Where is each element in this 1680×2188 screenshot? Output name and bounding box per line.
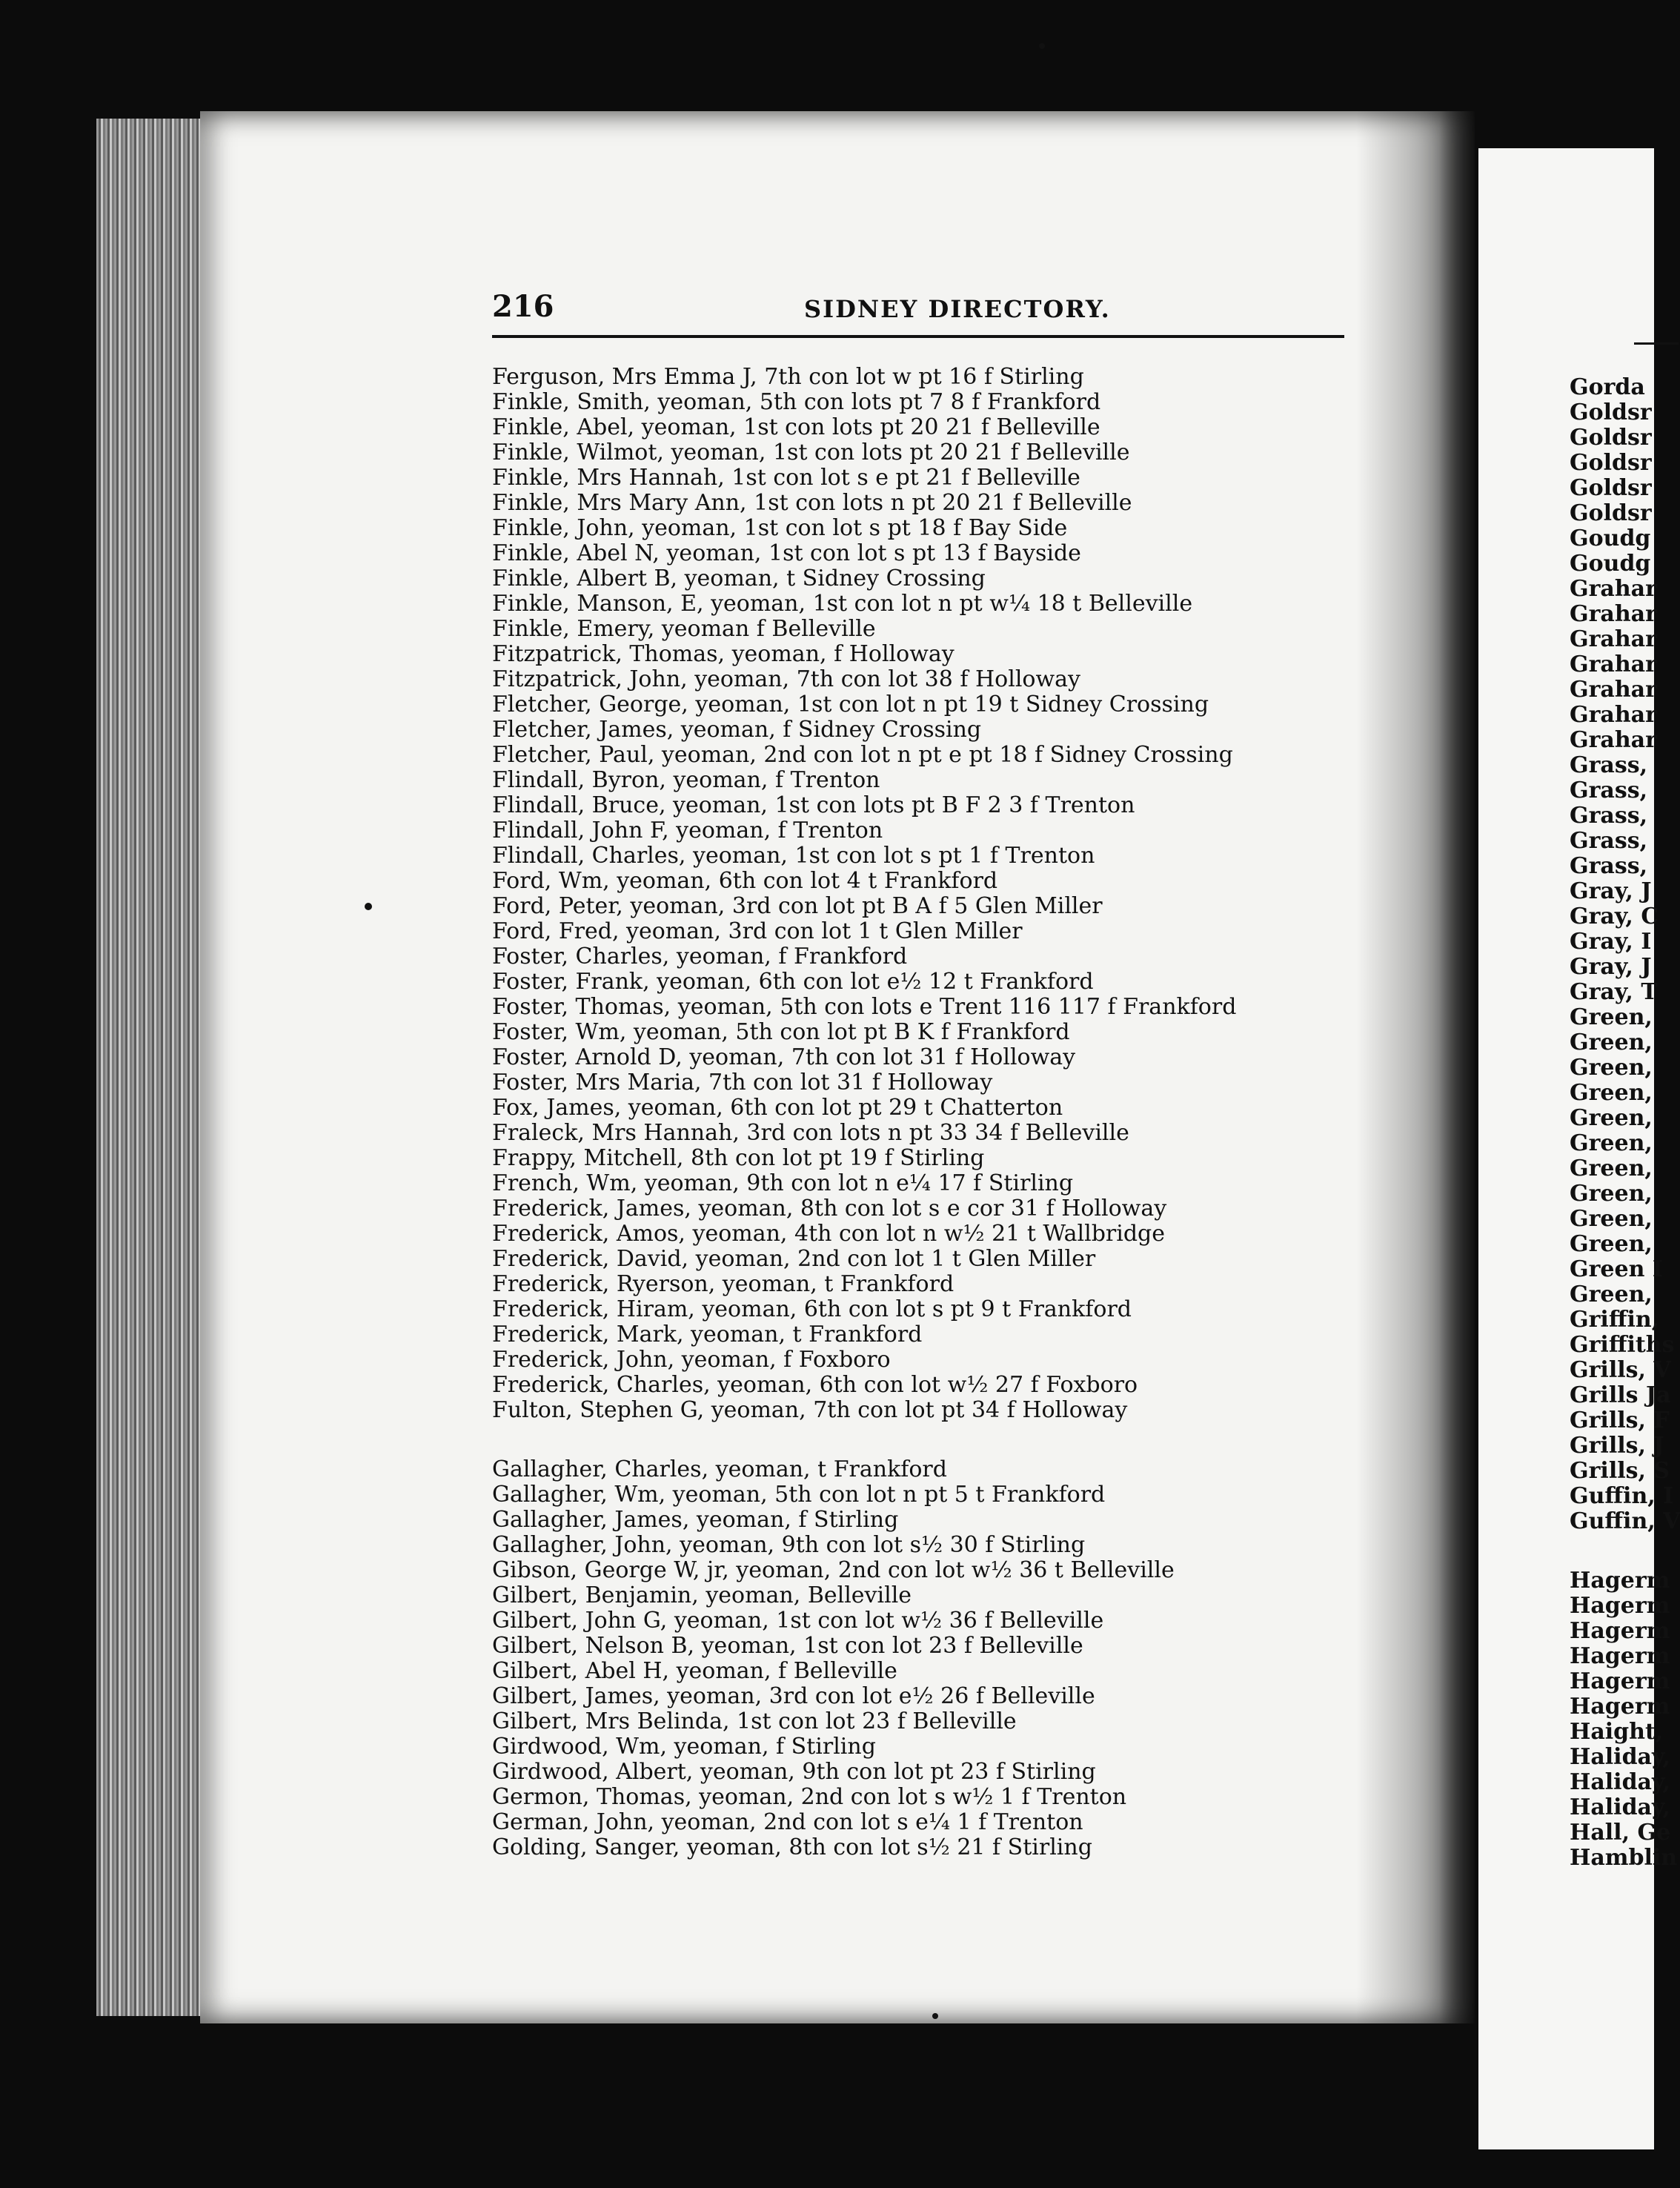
facing-page-entry: Green, (1570, 1030, 1653, 1055)
directory-entry: Finkle, Wilmot, yeoman, 1st con lots pt 20 21 f Belleville (492, 440, 1130, 465)
directory-entry: Foster, Charles, yeoman, f Frankford (492, 944, 908, 969)
facing-page-entry: Green, (1570, 1206, 1653, 1232)
directory-entry: Flindall, Byron, yeoman, f Trenton (492, 767, 880, 793)
directory-entry: Girdwood, Albert, yeoman, 9th con lot pt 23 f Stirling (492, 1759, 1096, 1785)
directory-entry: German, John, yeoman, 2nd con lot s e¼ 1 f Trenton (492, 1809, 1083, 1835)
directory-entry: Frederick, David, yeoman, 2nd con lot 1 t Glen Miller (492, 1246, 1096, 1272)
facing-page-entry: Guffin, I (1570, 1483, 1674, 1509)
facing-page-entry: Grahar (1570, 702, 1657, 728)
facing-page-entry: Green, (1570, 1080, 1653, 1106)
book-page-edges (96, 119, 215, 2016)
facing-page-entry: Hagerm (1570, 1618, 1670, 1644)
directory-entry: Finkle, Mrs Hannah, 1st con lot s e pt 21 f Belleville (492, 465, 1080, 491)
ink-speck (365, 903, 372, 910)
directory-entry: Finkle, Emery, yeoman f Belleville (492, 616, 876, 642)
directory-entry: Gilbert, John G, yeoman, 1st con lot w½ 36 f Belleville (492, 1608, 1104, 1634)
directory-entry: Finkle, Abel N, yeoman, 1st con lot s pt 13 f Bayside (492, 540, 1081, 566)
facing-page-entry: Hagerm (1570, 1694, 1670, 1720)
directory-entry: Flindall, Charles, yeoman, 1st con lot s pt 1 f Trenton (492, 843, 1095, 869)
directory-entry: Foster, Thomas, yeoman, 5th con lots e Trent 116 117 f Frankford (492, 994, 1237, 1020)
directory-entry: Gallagher, Wm, yeoman, 5th con lot n pt 5 t Frankford (492, 1482, 1106, 1508)
facing-page-entry: Green I (1570, 1256, 1663, 1282)
directory-entry: Finkle, Albert B, yeoman, t Sidney Crossing (492, 566, 986, 591)
directory-entry: Gilbert, James, yeoman, 3rd con lot e½ 26 f Belleville (492, 1683, 1095, 1709)
entries-g-section (492, 1457, 1396, 1860)
directory-entry: Finkle, John, yeoman, 1st con lot s pt 18 f Bay Side (492, 515, 1068, 541)
facing-page-entry: Guffin, V (1570, 1508, 1680, 1534)
facing-page-entry: Gray, J (1570, 954, 1652, 980)
directory-entry: Fletcher, James, yeoman, f Sidney Crossing (492, 717, 982, 743)
facing-page-entry: Green, (1570, 1105, 1653, 1131)
directory-entry: Foster, Frank, yeoman, 6th con lot e½ 12 t Frankford (492, 969, 1094, 995)
facing-page-entry: Grills, S (1570, 1458, 1670, 1484)
facing-page-entry: Grass, (1570, 778, 1648, 803)
directory-entry: Gilbert, Abel H, yeoman, f Belleville (492, 1658, 897, 1684)
facing-page-entry: Haight, (1570, 1719, 1664, 1745)
facing-page-entry: Green, (1570, 1130, 1653, 1156)
directory-entry: Flindall, Bruce, yeoman, 1st con lots pt B F 2 3 f Trenton (492, 792, 1135, 818)
facing-page-entry: Goldsr (1570, 475, 1652, 501)
facing-entries-g-section (1570, 375, 1680, 1534)
directory-entry: Fulton, Stephen G, yeoman, 7th con lot pt 34 f Holloway (492, 1397, 1128, 1423)
facing-page-entry: Grahar (1570, 652, 1657, 677)
facing-page-entry: Hagerm (1570, 1643, 1670, 1669)
directory-entry: Girdwood, Wm, yeoman, f Stirling (492, 1734, 876, 1760)
facing-page-entry: Grass, (1570, 803, 1648, 829)
directory-entry: Foster, Arnold D, yeoman, 7th con lot 31 f Holloway (492, 1044, 1076, 1070)
facing-page-entry: Hagerm (1570, 1568, 1670, 1594)
directory-entry: Ford, Fred, yeoman, 3rd con lot 1 t Glen Miller (492, 918, 1023, 944)
header-rule (492, 335, 1344, 338)
facing-page-entry: Hagerm (1570, 1668, 1670, 1694)
facing-page-entry: Goldsr (1570, 450, 1652, 476)
facing-page-entry: Gorda (1570, 374, 1645, 400)
directory-entry: Frederick, James, yeoman, 8th con lot s e cor 31 f Holloway (492, 1196, 1167, 1221)
facing-page-entry: Gray, T (1570, 979, 1658, 1005)
directory-entry: Frappy, Mitchell, 8th con lot pt 19 f Stirling (492, 1145, 985, 1171)
entries-f-section (492, 365, 1396, 1423)
facing-page-entry: Goldsr (1570, 500, 1652, 526)
section-gap (1570, 1534, 1680, 1568)
directory-entry: Fraleck, Mrs Hannah, 3rd con lots n pt 33 34 f Belleville (492, 1120, 1129, 1146)
directory-entry: Foster, Wm, yeoman, 5th con lot pt B K f Frankford (492, 1019, 1070, 1045)
facing-page-entry: Grahar (1570, 677, 1657, 703)
directory-entry: Gallagher, James, yeoman, f Stirling (492, 1507, 899, 1533)
facing-page-entry: Green, (1570, 1181, 1653, 1207)
directory-entry: Gilbert, Mrs Belinda, 1st con lot 23 f Belleville (492, 1708, 1017, 1734)
directory-entry: Gibson, George W, jr, yeoman, 2nd con lot w½ 36 t Belleville (492, 1557, 1175, 1583)
facing-page-entry: Gray, J (1570, 878, 1652, 904)
directory-entry: Finkle, Manson, E, yeoman, 1st con lot n pt w¼ 18 t Belleville (492, 591, 1193, 617)
facing-page-entry: Green, (1570, 1282, 1653, 1307)
directory-entry: Frederick, John, yeoman, f Foxboro (492, 1347, 891, 1373)
facing-page-entry: Haliday, (1570, 1794, 1670, 1820)
facing-page-header-rule (1634, 342, 1679, 345)
directory-entry: Finkle, Smith, yeoman, 5th con lots pt 7 8 f Frankford (492, 389, 1101, 415)
facing-page-entry: Goldsr (1570, 425, 1652, 451)
facing-page-entry: Grass, (1570, 853, 1648, 879)
directory-entry: Ford, Wm, yeoman, 6th con lot 4 t Frankford (492, 868, 998, 894)
directory-entry: Gilbert, Benjamin, yeoman, Belleville (492, 1582, 912, 1608)
directory-entry: Golding, Sanger, yeoman, 8th con lot s½ 21 f Stirling (492, 1834, 1092, 1860)
directory-entry: Gallagher, Charles, yeoman, t Frankford (492, 1456, 947, 1482)
facing-page-entry: Grass, (1570, 828, 1648, 854)
facing-page-entry: Griffin, (1570, 1307, 1660, 1333)
directory-entry: Ford, Peter, yeoman, 3rd con lot pt B A f 5 Glen Miller (492, 893, 1103, 919)
directory-entry: Germon, Thomas, yeoman, 2nd con lot s w½ 1 f Trenton (492, 1784, 1127, 1810)
facing-page-entry: Grills Ja (1570, 1382, 1671, 1408)
directory-entry: Fletcher, Paul, yeoman, 2nd con lot n pt e pt 18 f Sidney Crossing (492, 742, 1233, 768)
directory-entry: Flindall, John F, yeoman, f Trenton (492, 818, 883, 843)
directory-entries (492, 365, 1396, 1860)
facing-page-entry: Grahar (1570, 727, 1657, 753)
facing-page-entry: Green, (1570, 1156, 1653, 1181)
facing-page-entry: Grills, V (1570, 1357, 1671, 1383)
directory-entry: Fletcher, George, yeoman, 1st con lot n pt 19 t Sidney Crossing (492, 692, 1209, 717)
facing-page-entry: Green, (1570, 1231, 1653, 1257)
facing-page-entry: Grahar (1570, 626, 1657, 652)
facing-page-entry: Grills, F (1570, 1408, 1670, 1433)
facing-page-entry: Grahar (1570, 601, 1657, 627)
facing-page-entry: Goudg (1570, 551, 1651, 577)
facing-page-entry: Goudg (1570, 526, 1651, 551)
directory-entry: Frederick, Mark, yeoman, t Frankford (492, 1322, 923, 1347)
directory-entry: Finkle, Mrs Mary Ann, 1st con lots n pt 20 21 f Belleville (492, 490, 1132, 516)
directory-entry: Ferguson, Mrs Emma J, 7th con lot w pt 16 f Stirling (492, 364, 1084, 390)
facing-page-entry: Gray, I (1570, 929, 1652, 955)
page-number: 216 (492, 289, 554, 324)
section-gap (492, 1423, 1396, 1457)
directory-entry: Gilbert, Nelson B, yeoman, 1st con lot 23 f Belleville (492, 1633, 1083, 1659)
directory-entry: Gallagher, John, yeoman, 9th con lot s½ 30 f Stirling (492, 1532, 1086, 1558)
directory-entry: French, Wm, yeoman, 9th con lot n e¼ 17 f Stirling (492, 1170, 1074, 1196)
facing-page-entry: Goldsr (1570, 400, 1652, 425)
directory-entry: Finkle, Abel, yeoman, 1st con lots pt 20 21 f Belleville (492, 414, 1100, 440)
facing-page-entries (1570, 375, 1680, 1871)
directory-entry: Foster, Mrs Maria, 7th con lot 31 f Holloway (492, 1070, 993, 1095)
facing-entries-h-section (1570, 1568, 1680, 1871)
facing-page-entry: Haliday, (1570, 1769, 1670, 1795)
facing-page-entry: Grass, (1570, 752, 1648, 778)
facing-page-entry: Haliday, (1570, 1744, 1670, 1770)
ink-speck (1039, 43, 1045, 49)
directory-entry: Fitzpatrick, John, yeoman, 7th con lot 38 f Holloway (492, 666, 1081, 692)
ink-speck (932, 2013, 938, 2019)
facing-page-entry: Green, (1570, 1055, 1653, 1081)
facing-page-entry: Grills, J (1570, 1433, 1664, 1459)
directory-entry: Fox, James, yeoman, 6th con lot pt 29 t Chatterton (492, 1095, 1063, 1121)
facing-page-entry: Hamblin (1570, 1845, 1678, 1871)
directory-entry: Fitzpatrick, Thomas, yeoman, f Holloway (492, 641, 954, 667)
facing-page-entry: Gray, C (1570, 904, 1659, 929)
running-title: SIDNEY DIRECTORY. (804, 295, 1111, 323)
directory-entry: Frederick, Charles, yeoman, 6th con lot w½ 27 f Foxboro (492, 1372, 1138, 1398)
facing-page-entry: Griffiths (1570, 1332, 1675, 1358)
facing-page-entry: Green, (1570, 1004, 1653, 1030)
facing-page-entry: Hall, Ge (1570, 1820, 1671, 1846)
directory-entry: Frederick, Hiram, yeoman, 6th con lot s pt 9 t Frankford (492, 1296, 1132, 1322)
facing-page-entry: Hagerm (1570, 1593, 1670, 1619)
directory-entry: Frederick, Ryerson, yeoman, t Frankford (492, 1271, 954, 1297)
facing-page-entry: Grahar (1570, 576, 1657, 602)
directory-entry: Frederick, Amos, yeoman, 4th con lot n w½ 21 t Wallbridge (492, 1221, 1166, 1247)
